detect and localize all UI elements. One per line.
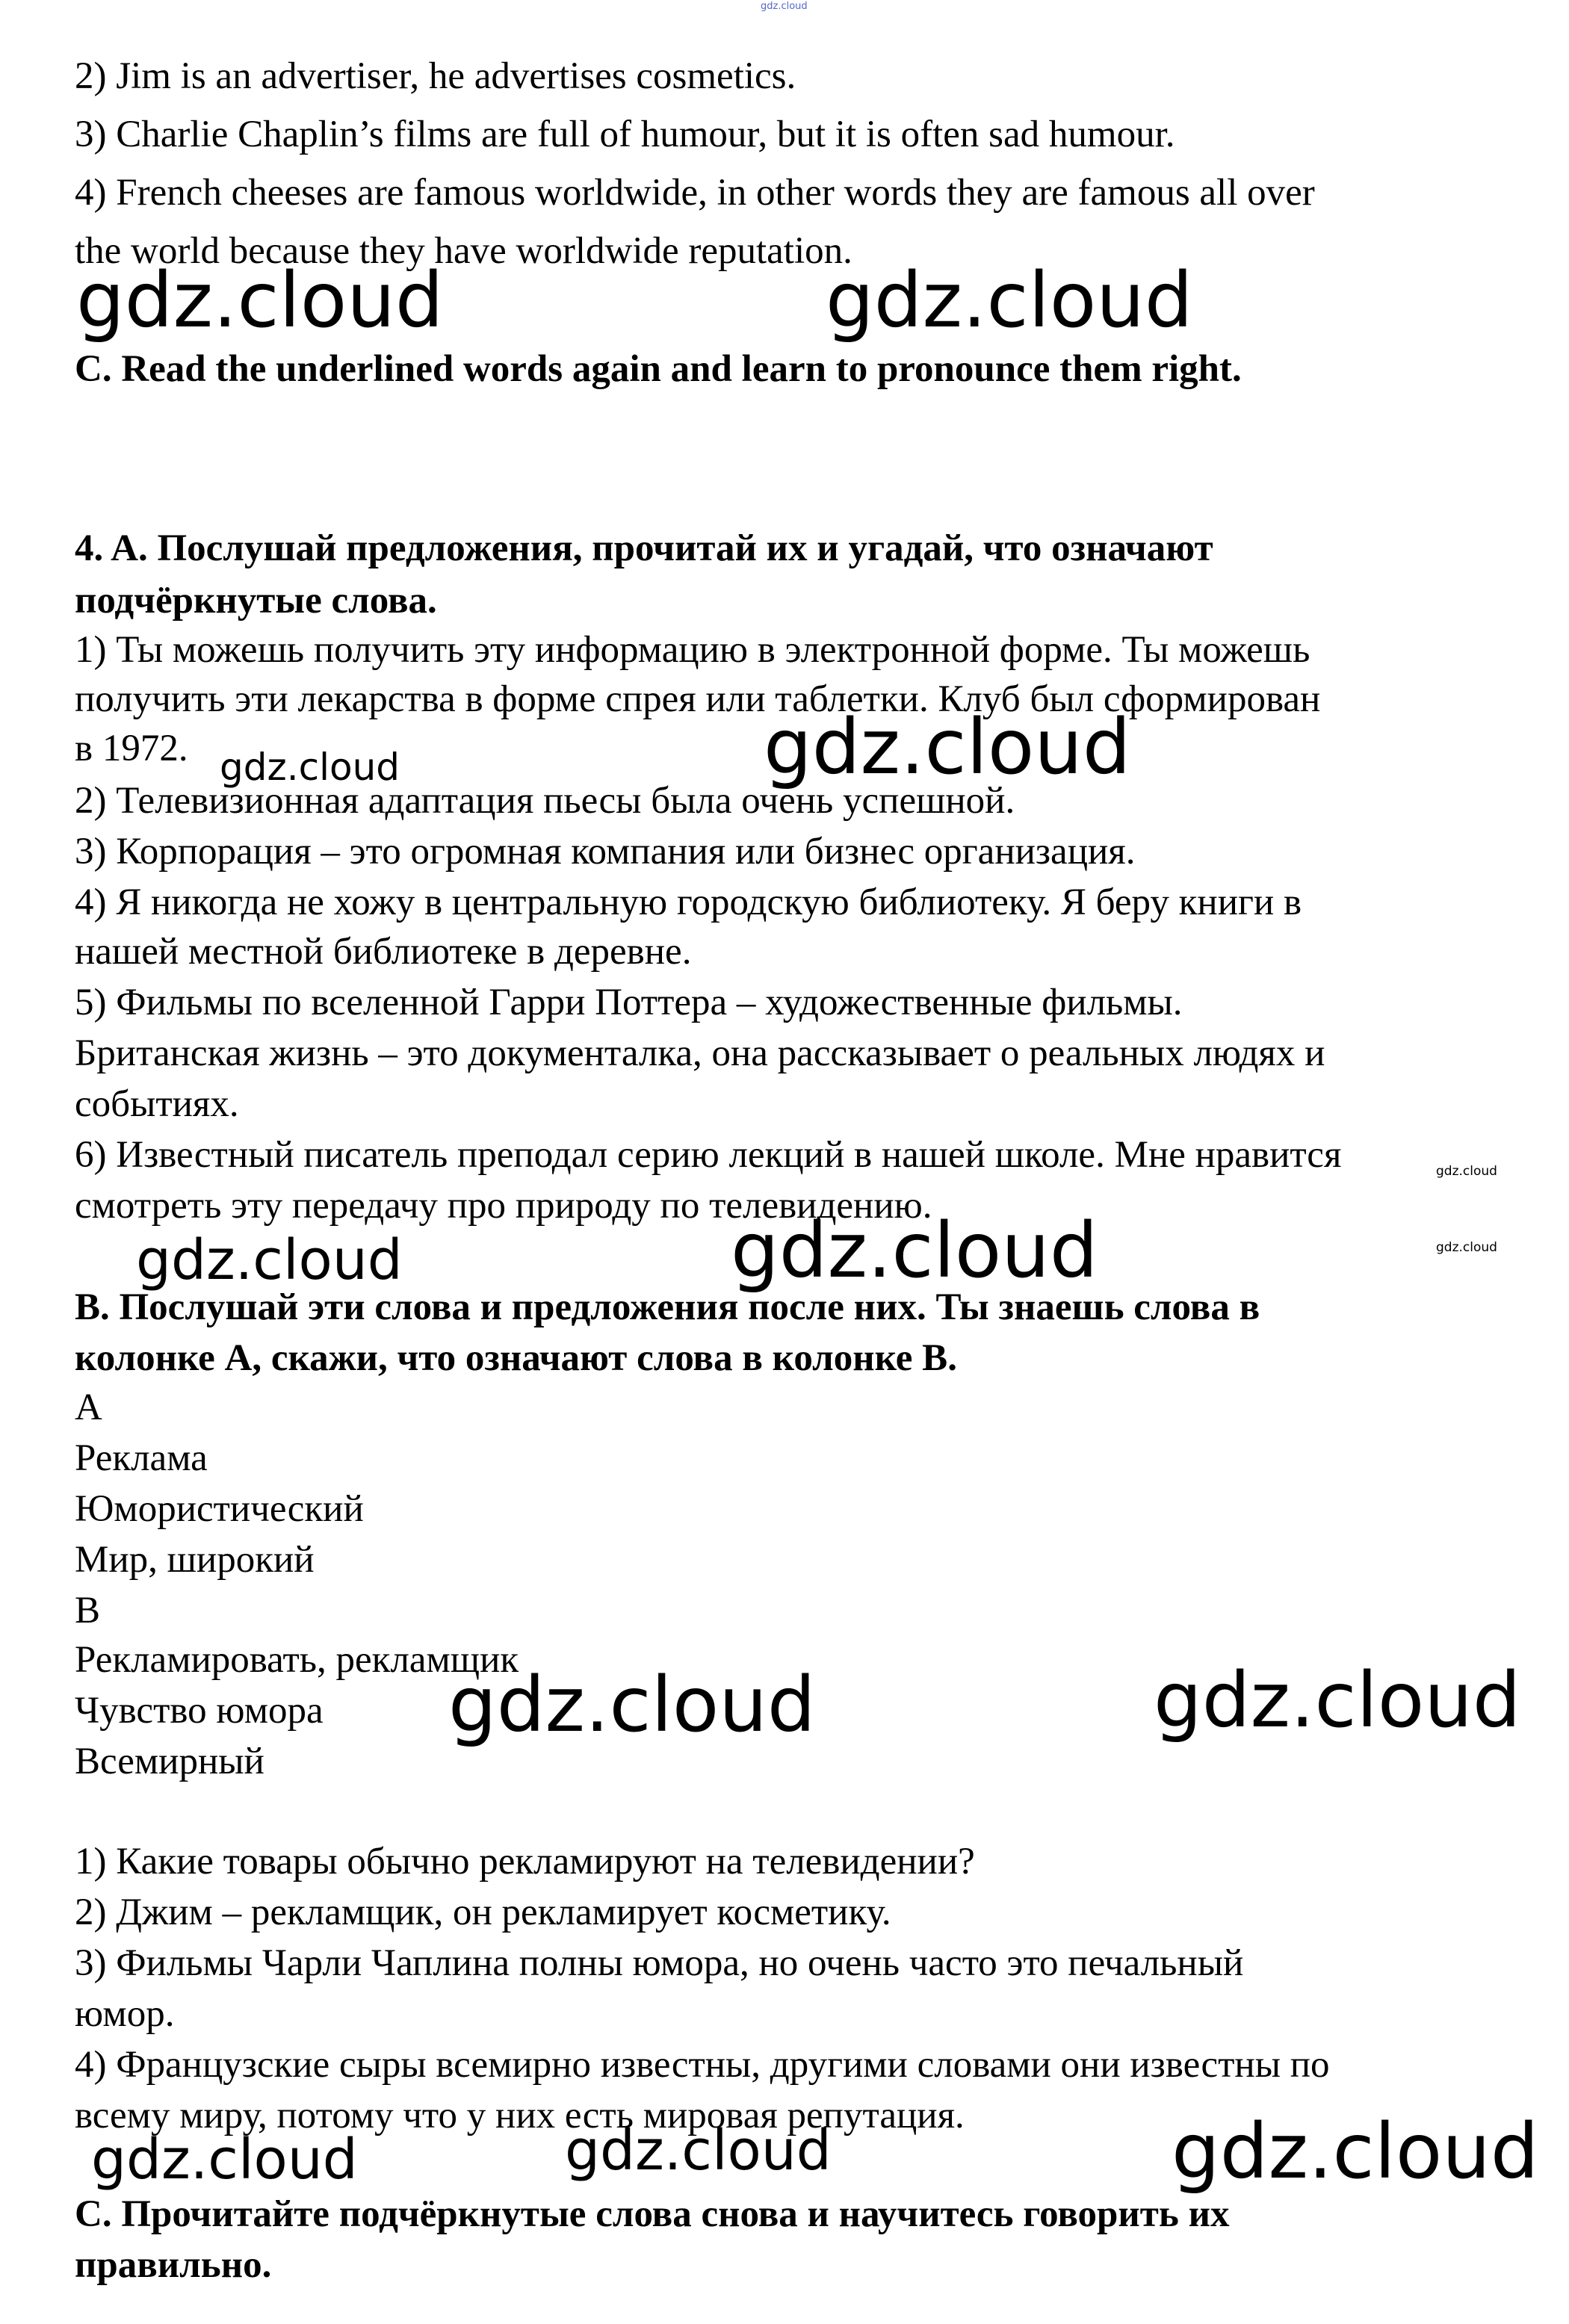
watermark: gdz.cloud xyxy=(91,2128,358,2192)
word-item: Рекламировать, рекламщик xyxy=(75,1639,519,1681)
section-heading: подчёркнутые слова. xyxy=(75,580,437,622)
watermark: gdz.cloud xyxy=(136,1228,403,1292)
text-line: 3) Корпорация – это огромная компания или бизнес организация. xyxy=(75,831,1136,873)
text-line: 4) Французские сыры всемирно известны, другими словами они известны по xyxy=(75,2044,1330,2086)
text-line: 1) Ты можешь получить эту информацию в электронной форме. Ты можешь xyxy=(75,629,1310,671)
section-heading: 4. A. Послушай предложения, прочитай их и угадай, что означают xyxy=(75,527,1213,569)
watermark: gdz.cloud xyxy=(1154,1656,1521,1745)
watermark: gdz.cloud xyxy=(448,1661,816,1750)
word-item: Всемирный xyxy=(75,1741,264,1782)
text-line: смотреть эту передачу про природу по телевидению. xyxy=(75,1185,932,1227)
text-line: событиях. xyxy=(75,1083,239,1125)
column-label: B xyxy=(75,1590,101,1632)
word-item: Реклама xyxy=(75,1437,208,1479)
text-line: Британская жизнь – это документалка, она рассказывает о реальных людях и xyxy=(75,1032,1325,1074)
text-line: юмор. xyxy=(75,1993,175,2035)
text-line: 2) Телевизионная адаптация пьесы была очень успешной. xyxy=(75,780,1015,822)
text-line: в 1972. xyxy=(75,728,188,769)
text-line: the world because they have worldwide reputation. xyxy=(75,230,852,272)
watermark: gdz.cloud xyxy=(1436,1240,1497,1255)
word-item: Чувство юмора xyxy=(75,1690,324,1732)
text-line: 6) Известный писатель преподал серию лекций в нашей школе. Мне нравится xyxy=(75,1134,1342,1176)
text-line: 1) Какие товары обычно рекламируют на телевидении? xyxy=(75,1841,975,1883)
text-line: нашей местной библиотеке в деревне. xyxy=(75,931,692,973)
text-line: получить эти лекарства в форме спрея или таблетки. Клуб был сформирован xyxy=(75,678,1321,720)
watermark: gdz.cloud xyxy=(761,1,808,12)
text-line: 4) Я никогда не хожу в центральную городскую библиотеку. Я беру книги в xyxy=(75,881,1302,923)
word-item: Юмористический xyxy=(75,1488,364,1530)
column-label: A xyxy=(75,1386,102,1428)
text-line: 4) French cheeses are famous worldwide, in other words they are famous all over xyxy=(75,172,1315,214)
text-line: 3) Фильмы Чарли Чаплина полны юмора, но очень часто это печальный xyxy=(75,1942,1244,1984)
watermark: gdz.cloud xyxy=(731,1206,1098,1295)
watermark: gdz.cloud xyxy=(1172,2107,1539,2196)
text-line: 3) Charlie Chaplin’s films are full of humour, but it is often sad humour. xyxy=(75,114,1175,155)
text-line: 2) Джим – рекламщик, он рекламирует косметику. xyxy=(75,1891,891,1933)
watermark: gdz.cloud xyxy=(565,2119,832,2183)
section-heading: правильно. xyxy=(75,2244,272,2286)
word-item: Мир, широкий xyxy=(75,1539,315,1581)
section-heading: B. Послушай эти слова и предложения после них. Ты знаешь слова в xyxy=(75,1286,1260,1328)
section-heading: C. Read the underlined words again and learn to pronounce them right. xyxy=(75,348,1242,390)
watermark: gdz.cloud xyxy=(764,703,1131,792)
watermark: gdz.cloud xyxy=(1436,1164,1497,1179)
watermark: gdz.cloud xyxy=(826,256,1193,345)
section-heading: колонке А, скажи, что означают слова в колонке В. xyxy=(75,1337,957,1379)
watermark: gdz.cloud xyxy=(76,256,444,345)
text-line: всему миру, потому что у них есть мировая репутация. xyxy=(75,2095,965,2136)
watermark: gdz.cloud xyxy=(220,746,400,789)
text-line: 2) Jim is an advertiser, he advertises cosmetics. xyxy=(75,55,796,97)
section-heading: C. Прочитайте подчёркнутые слова снова и научитесь говорить их xyxy=(75,2193,1230,2235)
text-line: 5) Фильмы по вселенной Гарри Поттера – художественные фильмы. xyxy=(75,982,1183,1023)
